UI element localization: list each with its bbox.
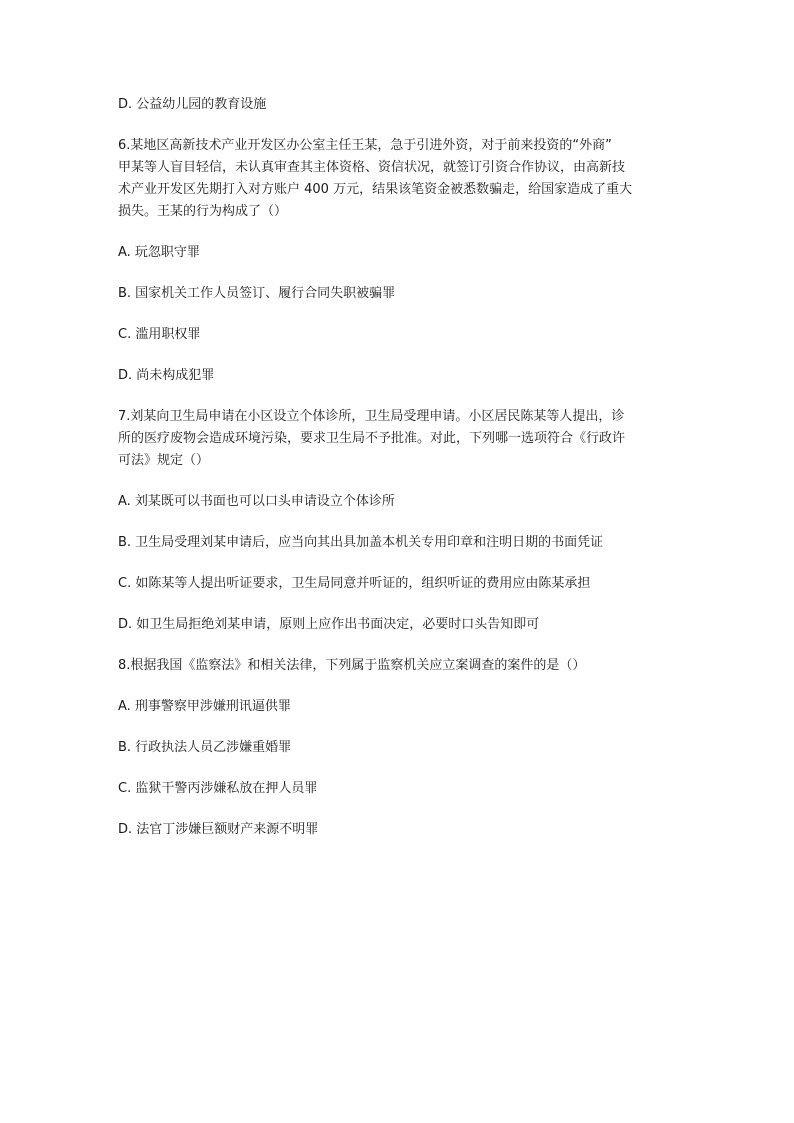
question-8-option-a: A. 刑事警察甲涉嫌刑讯逼供罪 bbox=[118, 699, 291, 714]
question-6-option-a: A. 玩忽职守罪 bbox=[118, 245, 200, 260]
question-8 bbox=[118, 655, 678, 677]
question-6-line-1: 6.某地区高新技术产业开发区办公室主任王某，急于引进外资，对于前来投资的“外商” bbox=[118, 138, 612, 153]
question-6-option-c: C. 滥用职权罪 bbox=[118, 327, 201, 342]
question-8-option-d: D. 法官丁涉嫌巨额财产来源不明罪 bbox=[118, 822, 319, 837]
question-8-option-b: B. 行政执法人员乙涉嫌重婚罪 bbox=[118, 740, 292, 755]
question-6-option-b: B. 国家机关工作人员签订、履行合同失职被骗罪 bbox=[118, 286, 396, 301]
question-7-option-b: B. 卫生局受理刘某申请后，应当向其出具加盖本机关专用印章和注明日期的书面凭证 bbox=[118, 535, 604, 550]
question-6-line-3: 术产业开发区先期打入对方账户 400 万元，结果该笔资金被悉数骗走，给国家造成了重大 bbox=[118, 182, 633, 197]
question-8-line-1: 8.根据我国《监察法》和相关法律，下列属于监察机关应立案调查的案件的是（） bbox=[118, 658, 586, 673]
question-7-line-2: 所的医疗废物会造成环境污染，要求卫生局不予批准。对此，下列哪一选项符合《行政许 bbox=[118, 431, 626, 446]
question-6-line-4: 损失。王某的行为构成了（） bbox=[118, 204, 288, 219]
question-7 bbox=[118, 406, 678, 472]
question-6-line-2: 甲某等人盲目轻信，未认真审查其主体资格、资信状况，就签订引资合作协议，由高新技 bbox=[118, 160, 626, 175]
question-7-line-3: 可法》规定（） bbox=[118, 453, 210, 468]
question-8-option-c: C. 监狱干警丙涉嫌私放在押人员罪 bbox=[118, 781, 318, 796]
question-6 bbox=[118, 135, 678, 223]
prev-question-option-d: D. 公益幼儿园的教育设施 bbox=[118, 97, 267, 112]
document-content bbox=[118, 94, 678, 860]
question-7-option-a: A. 刘某既可以书面也可以口头申请设立个体诊所 bbox=[118, 494, 395, 509]
question-7-option-d: D. 如卫生局拒绝刘某申请，原则上应作出书面决定，必要时口头告知即可 bbox=[118, 617, 540, 632]
question-7-line-1: 7.刘某向卫生局申请在小区设立个体诊所，卫生局受理申请。小区居民陈某等人提出，诊 bbox=[118, 409, 625, 424]
question-7-option-c: C. 如陈某等人提出听证要求，卫生局同意并听证的，组织听证的费用应由陈某承担 bbox=[118, 576, 591, 591]
question-6-option-d: D. 尚未构成犯罪 bbox=[118, 368, 215, 383]
